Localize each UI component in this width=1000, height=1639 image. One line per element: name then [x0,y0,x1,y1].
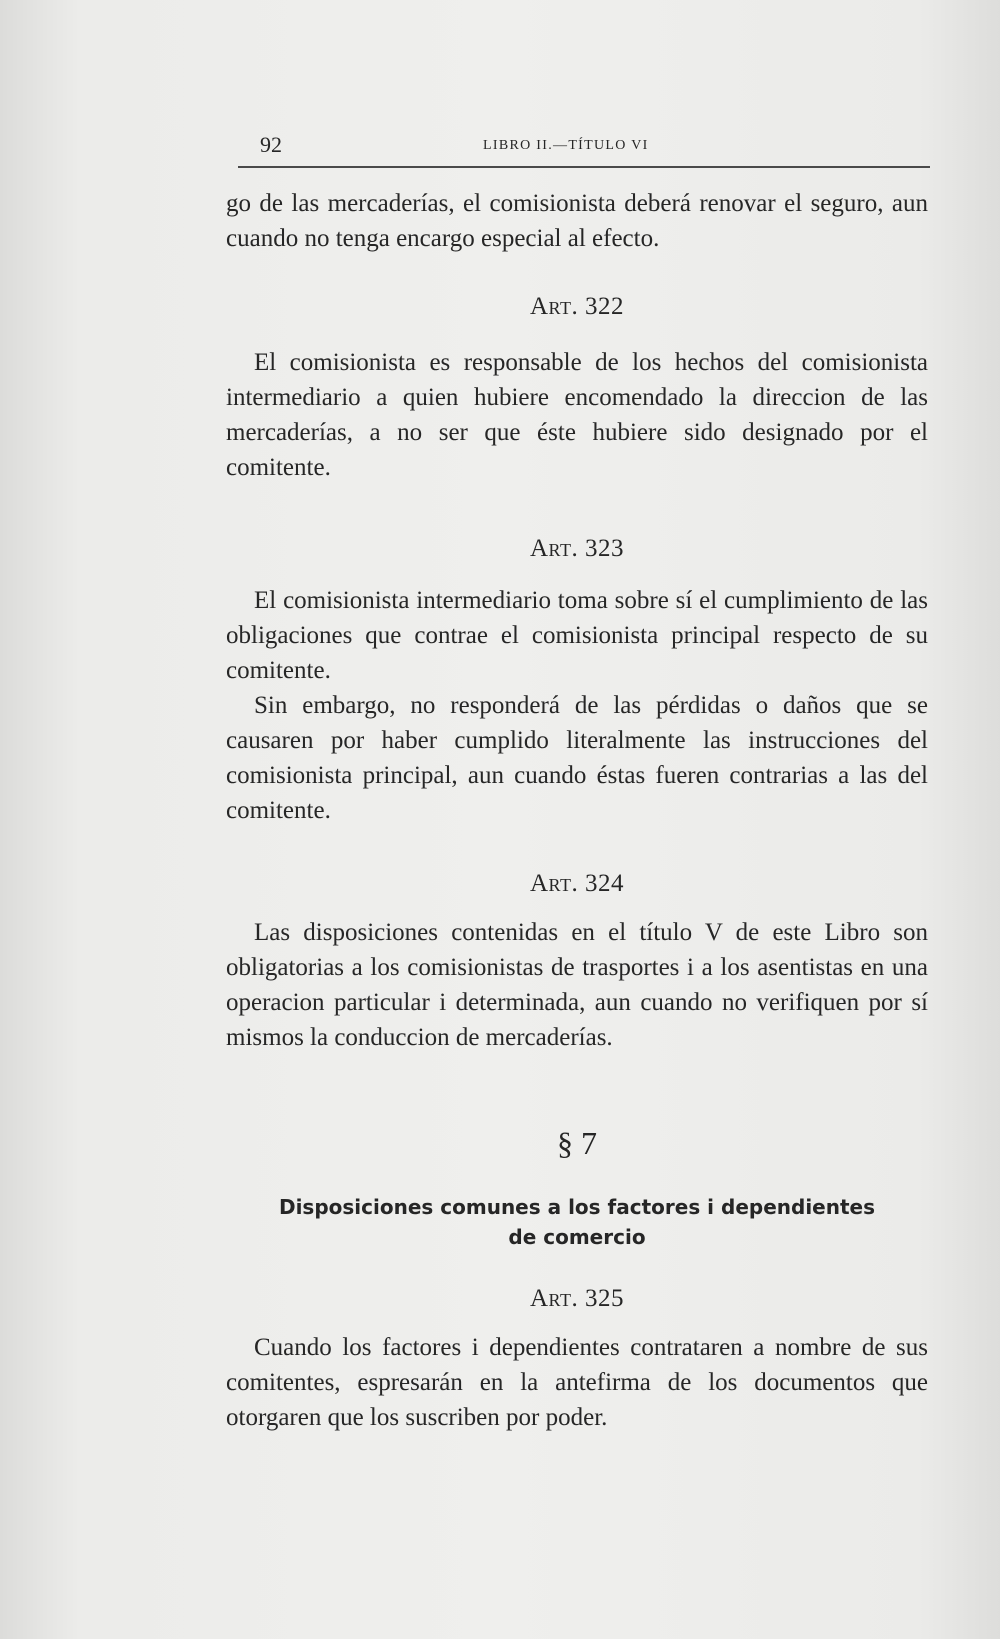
article-body-325 [226,1330,928,1435]
article-324-paragraph-1: Las disposiciones contenidas en el título V de este Libro son obligatorias a los comisionistas de trasportes i a los asentistas en una operacion particular i determinada, aun cuando no verifiquen por sí mismos la conduccion de mercaderías. [226,919,928,1051]
article-body-322 [226,345,928,485]
running-head: LIBRO II.—TÍTULO VI [483,138,649,153]
page-number: 92 [260,132,282,157]
article-body-323 [226,583,928,828]
section-mark: § 7 [557,1125,597,1161]
article-heading-324: Art. 324 [530,870,624,897]
section-title-line-1: Disposiciones comunes a los factores i dependientes [278,1195,876,1219]
article-325-paragraph-1: Cuando los factores i dependientes contrataren a nombre de sus comitentes, espresarán en la antefirma de los documentos que otorgaren que los suscriben por poder. [226,1334,928,1431]
article-heading-323: Art. 323 [530,535,624,562]
section-title-line-2: de comercio [508,1225,646,1249]
article-heading-322: Art. 322 [530,293,624,320]
article-323-paragraph-2: Sin embargo, no responderá de las pérdidas o daños que se causaren por haber cumplido literalmente las instrucciones del comisionista principal, aun cuando éstas fueren contrarias a las del comitente. [226,692,928,824]
article-heading-325: Art. 325 [530,1285,624,1312]
page-header [238,132,930,168]
article-body-324 [226,915,928,1055]
continuation-text [226,186,928,256]
continuation-paragraph: go de las mercaderías, el comisionista deberá renovar el seguro, aun cuando no tenga encargo especial al efecto. [226,190,928,252]
article-322-paragraph-1: El comisionista es responsable de los hechos del comisionista intermediario a quien hubiere encomendado la direccion de las mercaderías, a no ser que éste hubiere sido designado por el comitente. [226,349,928,481]
article-323-paragraph-1: El comisionista intermediario toma sobre sí el cumplimiento de las obligaciones que contrae el comisionista principal respecto de su comitente. [226,587,928,684]
section-title [226,1192,928,1252]
